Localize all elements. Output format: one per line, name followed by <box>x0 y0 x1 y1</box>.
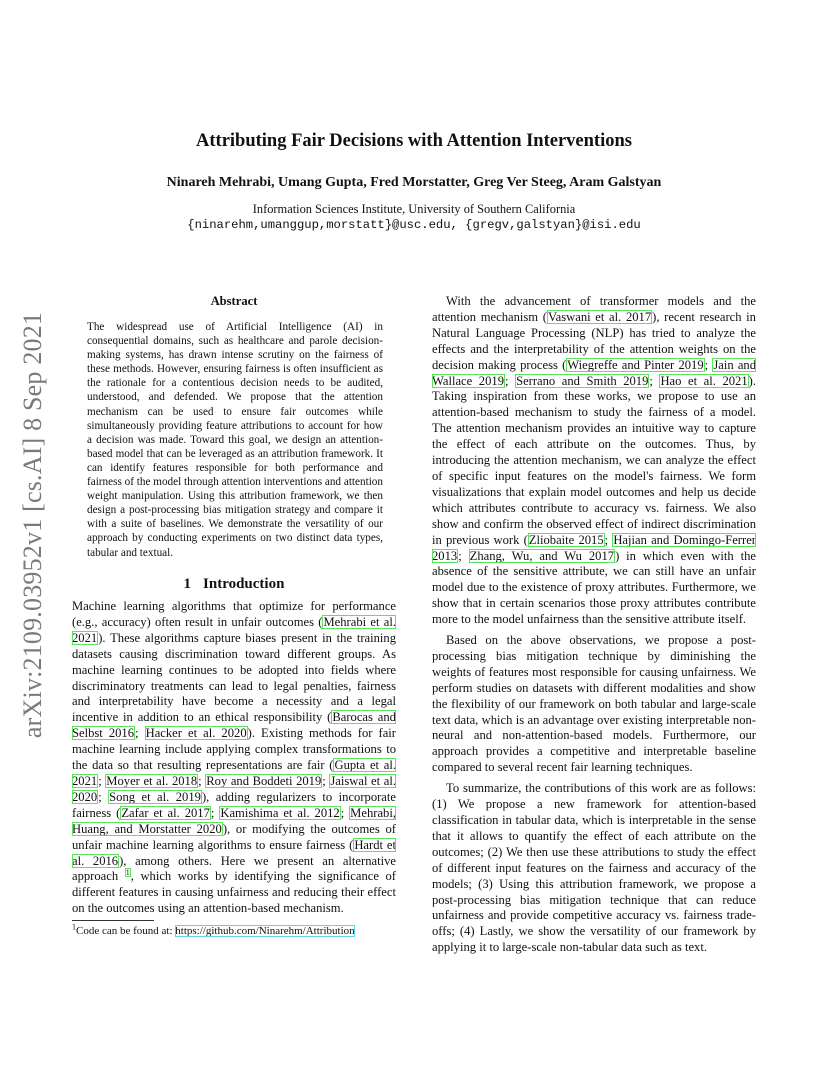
right-column <box>432 294 756 956</box>
section-title: Introduction <box>203 576 285 592</box>
arxiv-stamp-text: arXiv:2109.03952v1 [cs.AI] 8 Sep 2021 <box>18 311 47 739</box>
text-run: ), adding regularizers to incorporate fairness ( <box>72 789 396 820</box>
citation-link[interactable]: Mehrabi, Huang, and Morstatter 2020 <box>72 805 396 836</box>
right-paragraph-2: Based on the above observations, we propose a post-processing bias mitigation technique by diminishing the weights of features most responsible for causing unfairness. We perform studies on datasets with different modalities and show the flexibility of our framework on both tabular and large-scale text data, which is an advantage over existing interpretable non-neural and non-attention-based models. Furthermore, our approach provides a competitive and interpretable baseline compared to several recent fair learning techniques. <box>432 633 756 775</box>
text-run: ). Taking inspiration from these works, we propose to use an attention-based mechanism to study the fairness of a model. The attention mechanism provides an intuitive way to capture the effect of each attribute on the outcomes. Thus, by introducing the attention mechanism, we can analyze the effect of specific input features on the model's fairness. We form visualizations that explain model outcomes and help us decide which attributes contribute to accuracy vs. fairness. We also show and confirm the observed effect of indirect discrimination in previous work ( <box>432 373 756 547</box>
text-run: ; <box>322 773 330 788</box>
text-run: ; <box>704 357 713 372</box>
citation-link[interactable]: Hajian and Domingo-Ferrer 2013 <box>432 532 756 563</box>
text-run: ). These algorithms capture biases present in the training datasets causing discrimination toward different groups. As machine learning continues to be adopted into fields where discriminatory treatments can lead to legal penalties, fairness and interpretability have become a necessity and a legal incentive in addition to an ethical responsibility ( <box>72 630 396 725</box>
text-run: ; <box>98 789 109 804</box>
citation-link[interactable]: Zliobaite 2015 <box>528 532 604 547</box>
text-run: ; <box>604 532 613 547</box>
right-paragraph-1 <box>432 294 756 628</box>
code-repo-link[interactable]: https://github.com/Ninarehm/Attribution <box>175 925 355 937</box>
right-paragraph-3: To summarize, the contributions of this work are as follows: (1) We propose a new framework for attention-based classification in tabular data, which is interpretable in the sense that it allows to quantify the effect of each attribute on the outcomes; (2) We then use these attributions to study the effect of different input features on the fairness and accuracy of the models; (3) Using this attribution framework, we propose a post-processing bias mitigation technique that can reduce unfairness and provide competitive accuracy vs. fairness trade-offs; (4) Lastly, we show the versatility of our framework by applying it to large-scale non-tabular data such as text. <box>432 781 756 955</box>
text-run: ; <box>135 726 145 741</box>
text-run: ). Existing methods for fair machine learning include applying complex transformations to the data so that resulting representations are fair ( <box>72 726 396 773</box>
arxiv-stamp <box>18 300 48 750</box>
author-list: Ninareh Mehrabi, Umang Gupta, Fred Morstatter, Greg Ver Steeg, Aram Galstyan <box>166 175 662 190</box>
text-run: ), recent research in Natural Language Processing (NLP) has tried to analyze the effects and the interpretability of the attention weights on the decision making process ( <box>432 309 756 372</box>
text-run: ), among others. Here we present an alternative approach <box>72 853 396 884</box>
text-run: With the advancement of transformer models and the attention mechanism ( <box>432 294 756 324</box>
paper-title: Attributing Fair Decisions with Attention Interventions <box>196 131 632 151</box>
citation-link[interactable]: Moyer et al. 2018 <box>106 773 198 788</box>
citation-link[interactable]: Barocas and Selbst 2016 <box>72 710 396 741</box>
abstract-heading: Abstract <box>210 294 258 308</box>
citation-link[interactable]: Gupta et al. 2021 <box>72 758 396 788</box>
affiliation-block <box>0 201 828 233</box>
section-number: 1 <box>183 576 192 592</box>
text-run: ; <box>505 373 516 388</box>
text-run: Machine learning algorithms that optimize for performance (e.g., accuracy) often result in unfair outcomes ( <box>72 599 396 629</box>
citation-link[interactable]: Zafar et al. 2017 <box>121 805 210 820</box>
text-run: ), or modifying the outcomes of unfair machine learning algorithms to ensure fairness ( <box>72 821 396 852</box>
text-run: ; <box>340 805 350 820</box>
citation-link[interactable]: Serrano and Smith 2019 <box>516 373 649 388</box>
text-run: ) in which even with the absence of the sensitive attribute, we can still have an unfair model due to the existence of proxy attributes. Furthermore, we show that in certain scenarios those proxy attributes contribute more to the model unfairness than the sensitive attribute itself. <box>432 548 756 627</box>
text-run: ; <box>98 773 106 788</box>
citation-link[interactable]: Hao et al. 2021 <box>660 373 748 388</box>
affiliation: Information Sciences Institute, University of Southern California <box>252 202 576 216</box>
text-run: ; <box>649 373 660 388</box>
citation-link[interactable]: Song et al. 2019 <box>109 789 201 804</box>
footnote-marker-link[interactable]: 1 <box>125 868 130 878</box>
citation-link[interactable]: Jaiswal et al. 2020 <box>72 773 396 804</box>
footnote-divider <box>72 920 154 921</box>
citation-link[interactable]: Kamishima et al. 2012 <box>220 805 340 820</box>
citation-link[interactable]: Jain and Wallace 2019 <box>432 357 757 388</box>
intro-column <box>72 599 396 917</box>
section-heading <box>72 576 396 593</box>
citation-link[interactable]: Hardt et al. 2016 <box>72 837 396 868</box>
citation-link[interactable]: Zhang, Wu, and Wu 2017 <box>469 548 615 563</box>
text-run: , which works by identifying the significance of different features in causing unfairness and reducing their effect on the outcomes using an attention-based mechanism. <box>72 869 396 916</box>
author-emails: {ninarehm,umanggup,morstatt}@usc.edu, {gregv,galstyan}@isi.edu <box>187 218 641 232</box>
footnote-text: Code can be found at: <box>76 925 176 937</box>
citation-link[interactable]: Vaswani et al. 2017 <box>547 309 652 324</box>
abstract-text: The widespread use of Artificial Intelligence (AI) in consequential domains, such as healthcare and parole decision-making systems, has drawn intense scrutiny on the fairness of these methods. However, ensuring fairness is often insufficient as the rationale for a contentious decision needs to be audited, understood, and defended. We propose that the attention mechanism can be used to ensure fair outcomes while simultaneously providing feature attributions to account for how a decision was made. Toward this goal, we design an attention-based model that can be leveraged as an attribution framework. It can identify features responsible for both performance and fairness of the model through attention interventions and attention weight manipulation. Using this attribution framework, we then design a post-processing bias mitigation strategy and compare it with a suite of baselines. We demonstrate the versatility of our approach by conducting experiments on two distinct data types, tabular and textual. <box>87 321 383 559</box>
text-run: ; <box>198 773 206 788</box>
footnote <box>72 924 396 938</box>
intro-paragraph <box>72 599 396 917</box>
text-run: ; <box>458 548 469 563</box>
citation-link[interactable]: Wiegreffe and Pinter 2019 <box>567 357 704 372</box>
citation-link[interactable]: Roy and Boddeti 2019 <box>206 773 322 788</box>
text-run: ; <box>210 805 220 820</box>
footnote-number: 1 <box>72 922 76 932</box>
citation-link[interactable]: Mehrabi et al. 2021 <box>72 614 396 645</box>
citation-link[interactable]: Hacker et al. 2020 <box>145 726 247 741</box>
